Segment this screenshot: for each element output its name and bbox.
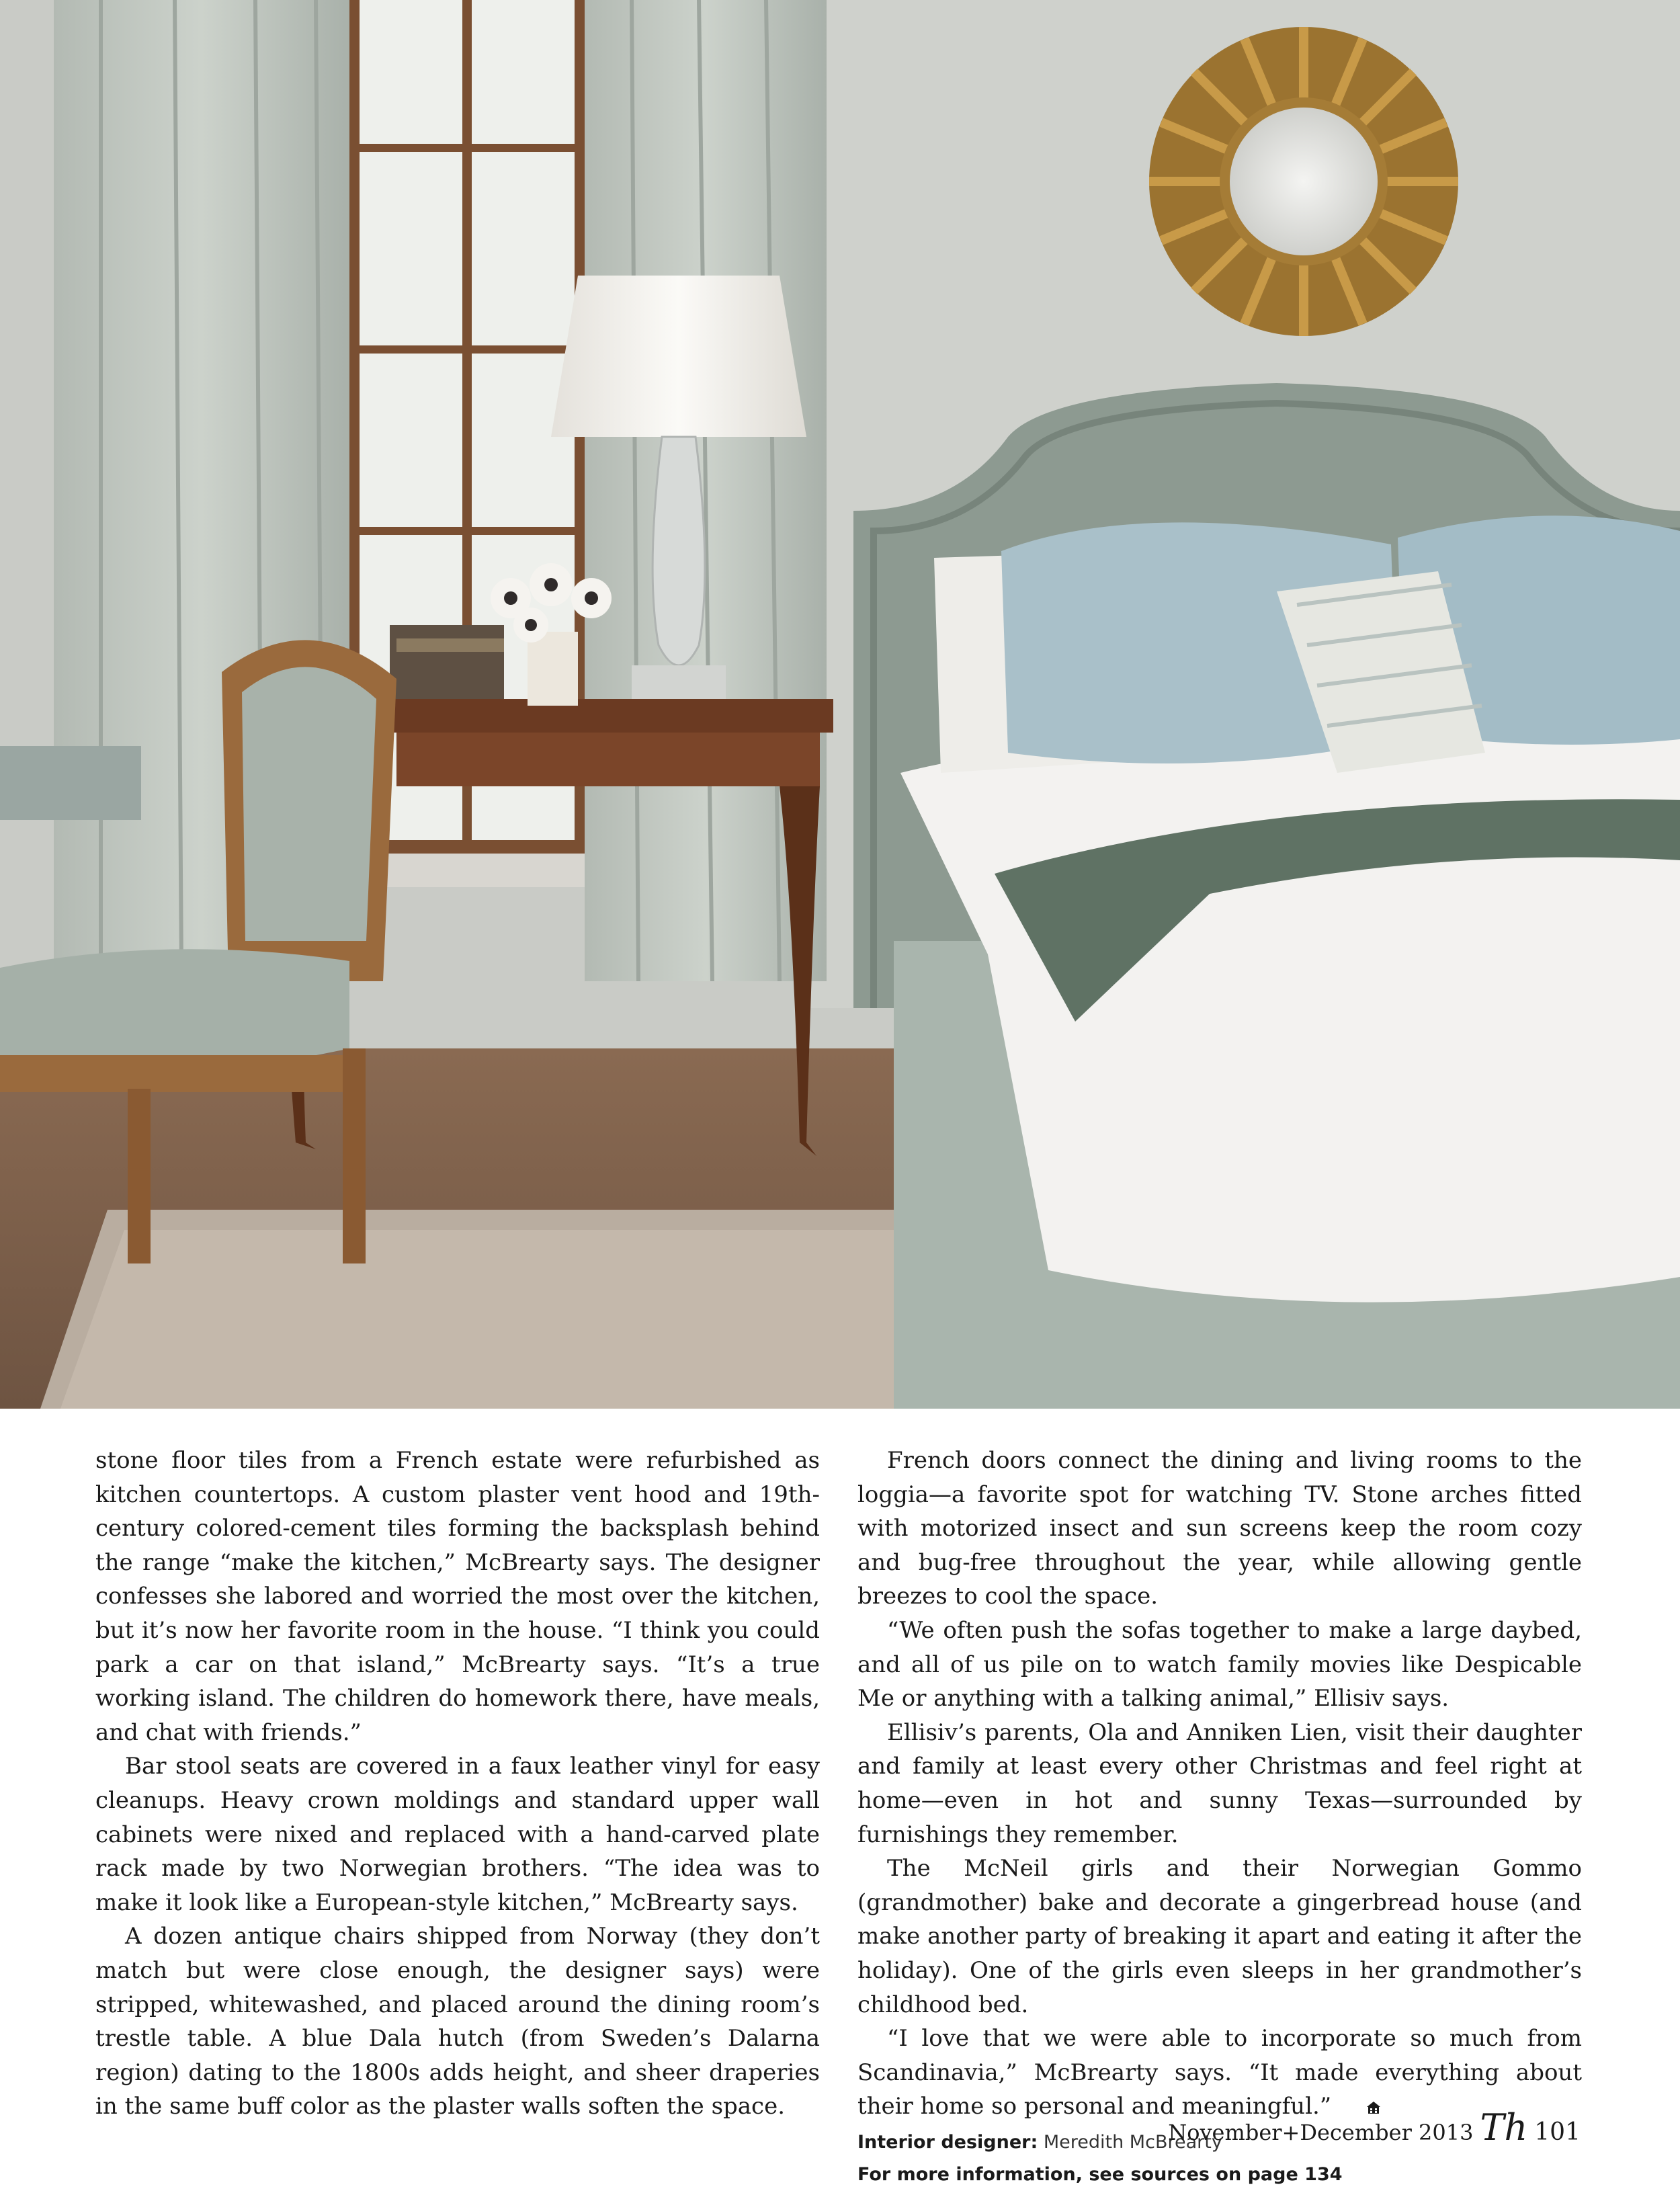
paragraph: “We often push the sofas together to make a large daybed, and all of us pile on to watch family movies like Despicable Me or anything with a talking animal,” Ellisiv says.	[857, 1616, 1582, 1712]
sunburst-mirror	[1149, 27, 1458, 336]
article-column-right	[857, 1444, 1582, 2191]
page-number: 101	[1534, 2118, 1581, 2146]
desk-edge	[0, 746, 141, 820]
page-footer	[1168, 2106, 1581, 2149]
credit-name: Meredith McBrearty	[1043, 2131, 1222, 2153]
paragraph: Ellisiv’s parents, Ola and Anniken Lien, visit their daughter and family at least every other Christmas and feel right at home—even in hot and sunny Texas—surrounded by furnishings they remember.	[857, 1718, 1582, 1848]
issue-date: November+December 2013	[1168, 2120, 1474, 2145]
paragraph: stone floor tiles from a French estate were refurbished as kitchen countertops. A custom plaster vent hood and 19th-century colored-cement tiles forming the backsplash behind the range “make the kitchen,” McBrearty says. The designer confesses she labored and worried the most over the kitchen, but it’s now her favorite room in the house. “I think you could park a car on that island,” McBrearty says. “It’s a true working island. The children do homework there, have meals, and chat with friends.”	[95, 1447, 820, 1746]
paragraph: Bar stool seats are covered in a faux leather vinyl for easy cleanups. Heavy crown moldings and standard upper wall cabinets were nixed and replaced with a hand-carved plate rack made by two Norwegian brothers. “The idea was to make it look like a European-style kitchen,” McBrearty says.	[95, 1753, 820, 1916]
paragraph: French doors connect the dining and living rooms to the loggia—a favorite spot for watching TV. Stone arches fitted with motorized insect and sun screens keep the room cozy and bug-free throughout the year, while allowing gentle breezes to cool the space.	[857, 1447, 1582, 1610]
credit-label: Interior designer:	[857, 2131, 1038, 2153]
paragraph: The McNeil girls and their Norwegian Gommo (grandmother) bake and decorate a gingerbread house (and make another party of breaking it apart and eating it after the holiday). One of the girls even sleeps in her grandmother’s childhood bed.	[857, 1855, 1582, 2018]
article-column-left	[95, 1444, 820, 2124]
magazine-logo: Th	[1480, 2106, 1528, 2149]
sources-note: For more information, see sources on page 134	[857, 2163, 1343, 2185]
paragraph-text: “I love that we were able to incorporate so much from Scandinavia,” McBrearty says. “It made everything about their home so personal and meaningful.”	[857, 2025, 1582, 2120]
paragraph: A dozen antique chairs shipped from Norway (they don’t match but were close enough, the designer says) were stripped, whitewashed, and placed around the dining room’s trestle table. A blue Dala hutch (from Sweden’s Dalarna region) dating to the 1800s adds height, and sheer draperies in the same buff color as the plaster walls soften the space.	[95, 1923, 820, 2120]
bed	[894, 515, 1680, 1409]
